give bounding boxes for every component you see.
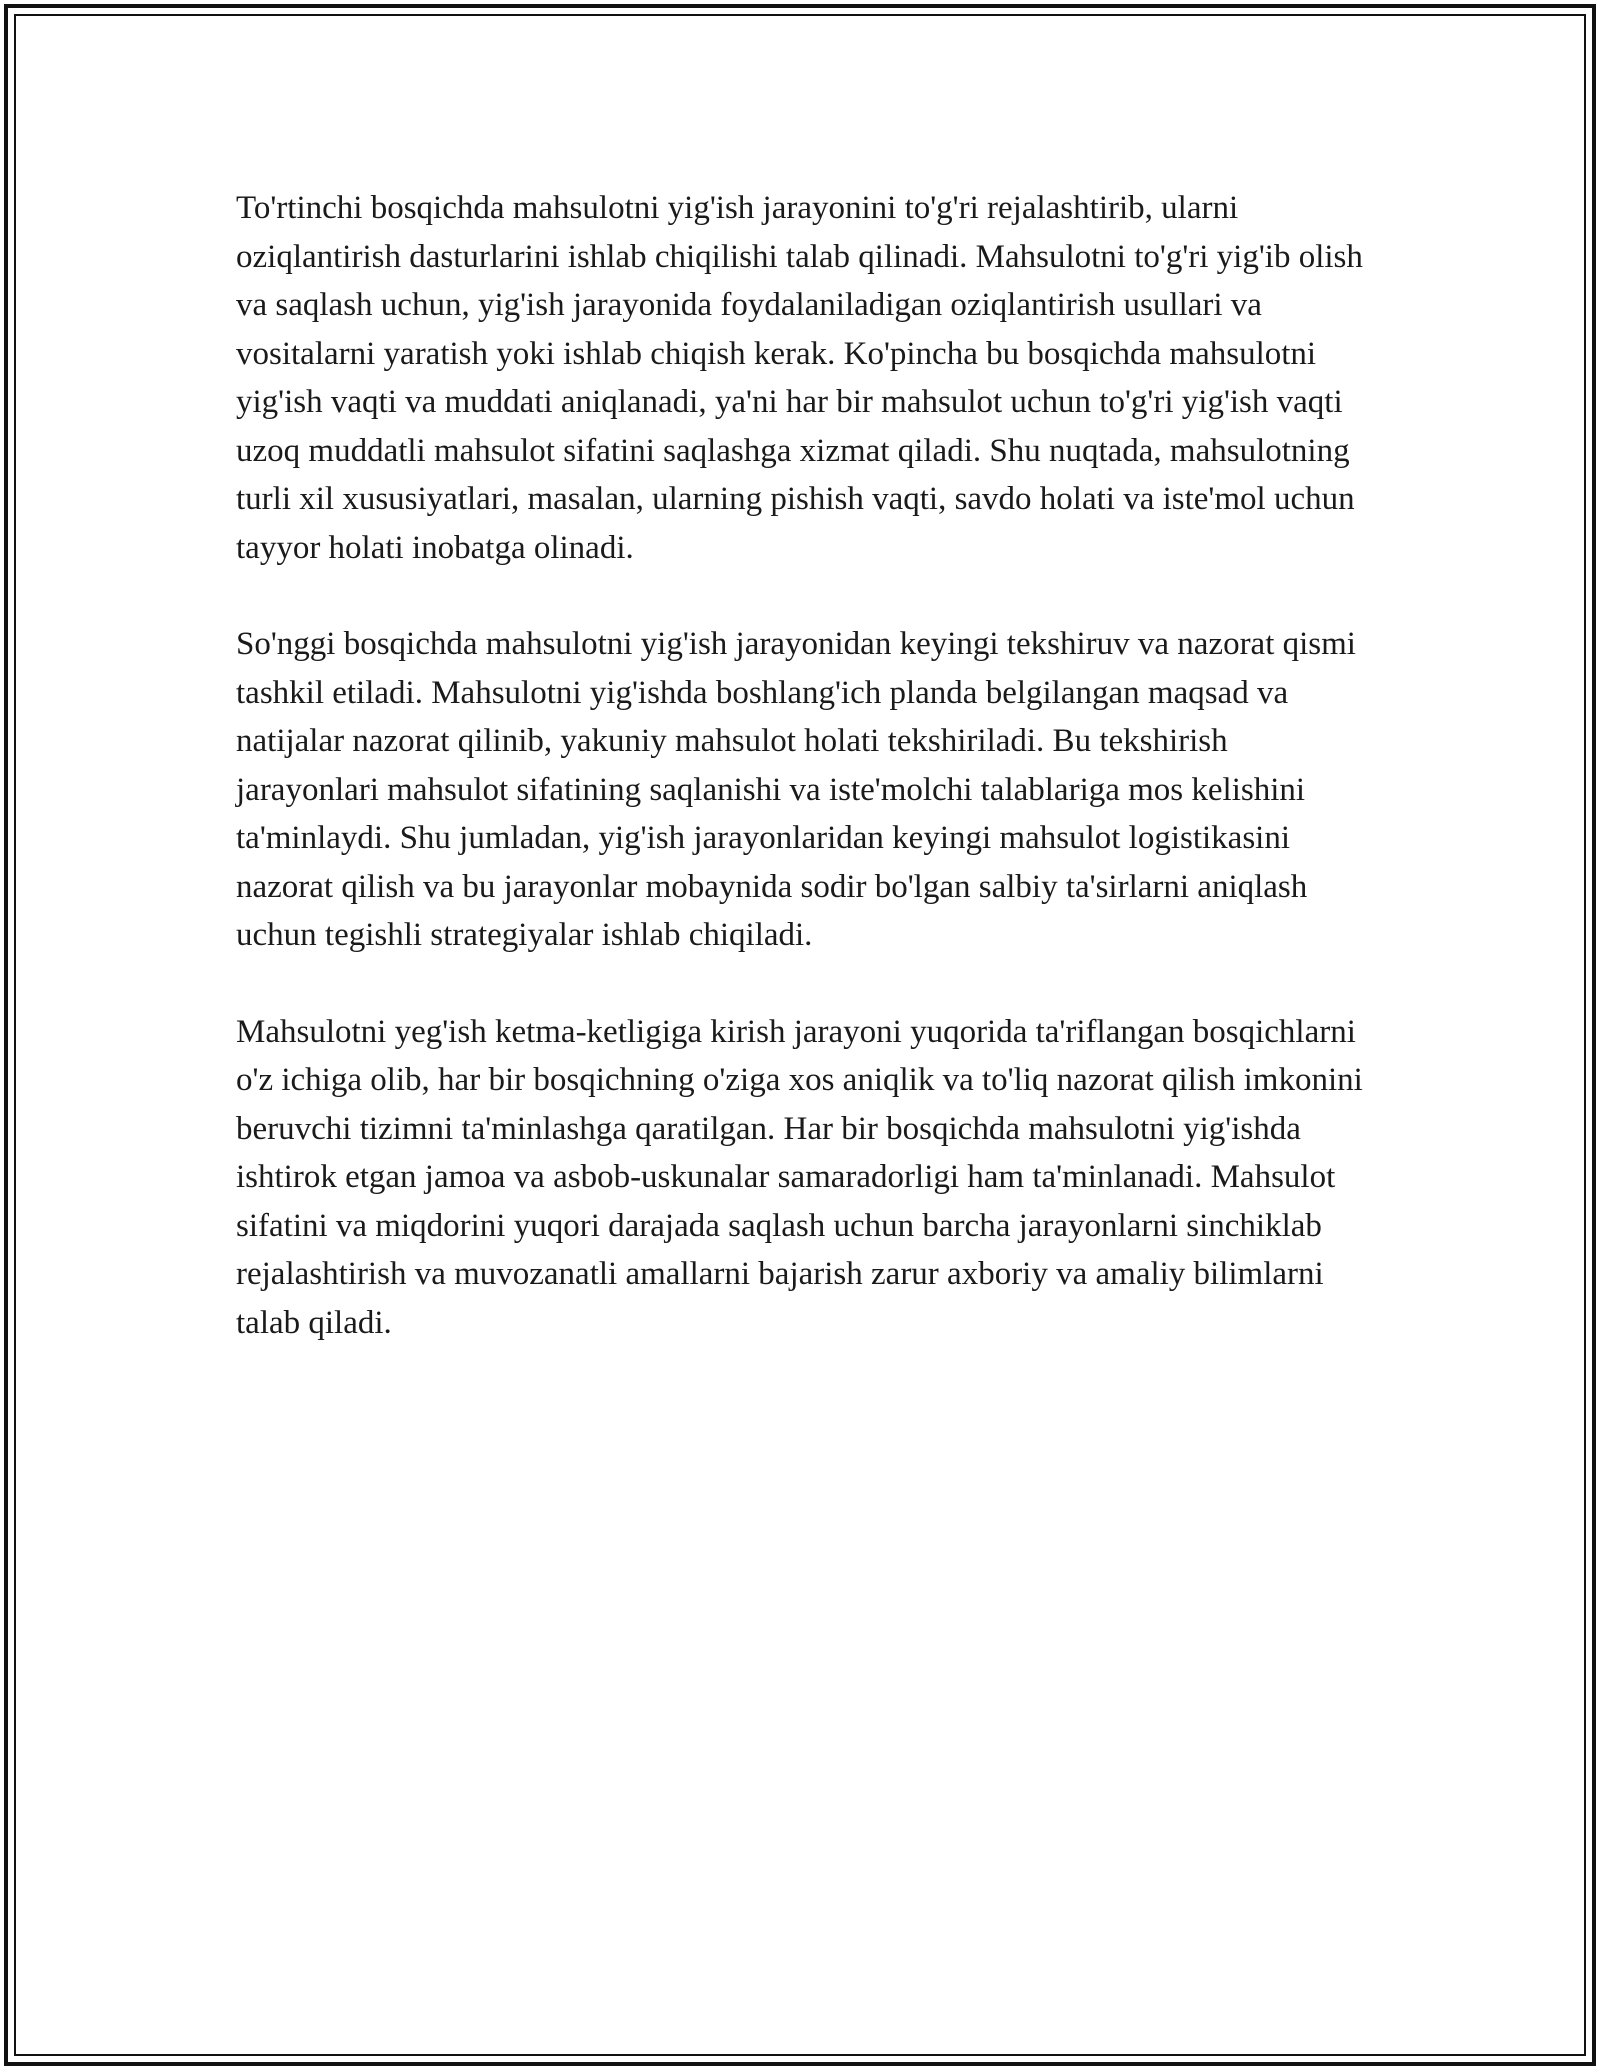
document-body bbox=[236, 184, 1376, 1395]
paragraph-1: To'rtinchi bosqichda mahsulotni yig'ish jarayonini to'g'ri rejalashtirib, ularni oziqlantirish dasturlarini ishlab chiqilishi talab qilinadi. Mahsulotni to'g'ri yig'ib olish va saqlash uchun, yig'ish jarayonida foydalaniladigan oziqlantirish usullari va vositalarni yaratish yoki ishlab chiqish kerak. Ko'pincha bu bosqichda mahsulotni yig'ish vaqti va muddati aniqlanadi, ya'ni har bir mahsulot uchun to'g'ri yig'ish vaqti uzoq muddatli mahsulot sifatini saqlashga xizmat qiladi. Shu nuqtada, mahsulotning turli xil xususiyatlari, masalan, ularning pishish vaqti, savdo holati va iste'mol uchun tayyor holati inobatga olinadi. bbox=[236, 190, 1363, 566]
paragraph-3: Mahsulotni yeg'ish ketma-ketligiga kirish jarayoni yuqorida ta'riflangan bosqichlarni o'z ichiga olib, har bir bosqichning o'ziga xos aniqlik va to'liq nazorat qilish imkonini beruvchi tizimni ta'minlashga qaratilgan. Har bir bosqichda mahsulotni yig'ishda ishtirok etgan jamoa va asbob-uskunalar samaradorligi ham ta'minlanadi. Mahsulot sifatini va miqdorini yuqori darajada saqlash uchun barcha jarayonlarni sinchiklab rejalashtirish va muvozanatli amallarni bajarish zarur axboriy va amaliy bilimlarni talab qiladi. bbox=[236, 1013, 1363, 1341]
paragraph-2: So'nggi bosqichda mahsulotni yig'ish jarayonidan keyingi tekshiruv va nazorat qismi tashkil etiladi. Mahsulotni yig'ishda boshlang'ich planda belgilangan maqsad va natijalar nazorat qilinib, yakuniy mahsulot holati tekshiriladi. Bu tekshirish jarayonlari mahsulot sifatining saqlanishi va iste'molchi talablariga mos kelishini ta'minlaydi. Shu jumladan, yig'ish jarayonlaridan keyingi mahsulot logistikasini nazorat qilish va bu jarayonlar mobaynida sodir bo'lgan salbiy ta'sirlarni aniqlash uchun tegishli strategiyalar ishlab chiqiladi. bbox=[236, 626, 1356, 953]
